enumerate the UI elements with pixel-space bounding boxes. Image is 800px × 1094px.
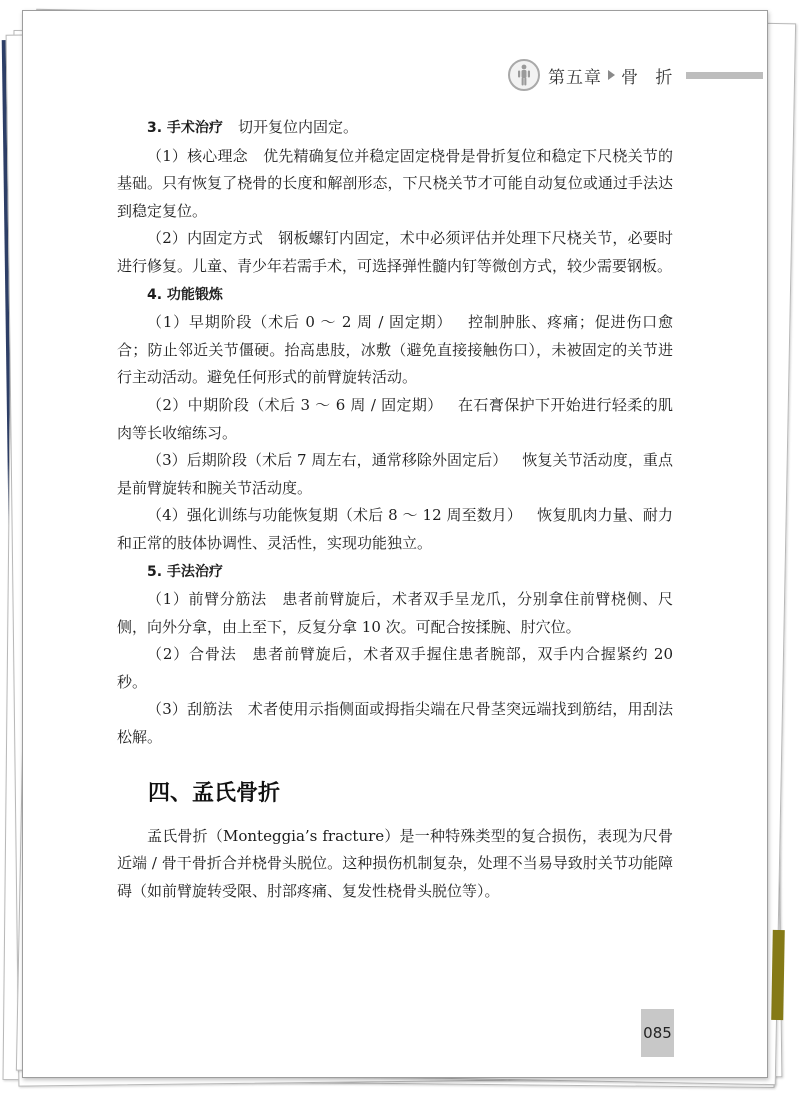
item-label: （1）早期阶段（术后 0 ～ 2 周 / 固定期）	[147, 313, 453, 332]
page-stack-edge	[771, 930, 785, 1020]
item-label: （2）合骨法	[147, 645, 237, 664]
paragraph	[117, 502, 673, 557]
item-label: （4）强化训练与功能恢复期（术后 8 ～ 12 周至数月）	[147, 506, 523, 525]
item-label: （2）内固定方式	[147, 229, 264, 248]
paragraph-text: 恢复肌肉力量、耐力和正常的肢体协调性、灵活性，实现功能独立。	[117, 506, 673, 552]
triangle-right-icon	[608, 70, 615, 80]
item-label: （1）前臂分筋法	[147, 590, 267, 609]
paragraph	[117, 225, 673, 280]
paragraph-text: 钢板螺钉内固定，术中必须评估并处理下尺桡关节，必要时进行修复。儿童、青少年若需手术，可选择弹性髓内钉等微创方式，较少需要钢板。	[117, 229, 673, 275]
chapter-topic: 骨 折	[621, 67, 679, 88]
paragraph	[117, 558, 673, 587]
paragraph: 孟氏骨折（Monteggia’s fracture）是一种特殊类型的复合损伤，表现为尺骨近端 / 骨干骨折合并桡骨头脱位。这种损伤机制复杂，处理不当易导致肘关节功能障碍（如前臂旋转受限、肘部疼痛、复发性桡骨头脱位等）。	[117, 826, 673, 900]
page-body	[117, 114, 673, 905]
paragraph	[117, 309, 673, 392]
paragraph	[117, 586, 673, 641]
paragraph	[117, 114, 673, 143]
paragraph-text: 切开复位内固定。	[237, 118, 358, 136]
human-figure-icon	[508, 59, 540, 91]
paragraph	[117, 143, 673, 226]
paragraph-text: 恢复关节活动度，重点是前臂旋转和腕关节活动度。	[117, 451, 673, 497]
item-label: （2）中期阶段（术后 3 ～ 6 周 / 固定期）	[147, 395, 443, 414]
paragraph-text: 优先精确复位并稳定固定桡骨是骨折复位和稳定下尺桡关节的基础。只有恢复了桡骨的长度和解剖形态，下尺桡关节才可能自动复位或通过手法达到稳定复位。	[117, 146, 673, 220]
subheading: 3. 手术治疗	[147, 120, 223, 136]
page-number: 085	[641, 1009, 674, 1057]
item-label: （1）核心理念	[147, 146, 248, 165]
subheading: 5. 手法治疗	[147, 563, 223, 580]
running-header	[478, 58, 763, 92]
chapter-label: 第五章	[548, 67, 602, 88]
section-title: 四、孟氏骨折	[148, 780, 281, 806]
paragraph-text: 患者前臂旋后，术者双手握住患者腕部，双手内合握紧约 20 秒。	[117, 645, 673, 691]
header-rule	[686, 72, 763, 79]
subheading: 4. 功能锻炼	[147, 286, 223, 303]
paragraph-text: 在石膏保护下开始进行轻柔的肌肉等长收缩练习。	[117, 395, 673, 442]
paragraph-text: 术者使用示指侧面或拇指尖端在尺骨茎突远端找到筋结，用刮法松解。	[117, 700, 673, 747]
paragraph	[117, 696, 673, 751]
paragraph	[117, 281, 673, 310]
paragraph-text: 控制肿胀、疼痛；促进伤口愈合；防止邻近关节僵硬。抬高患肢，冰敷（避免直接接触伤口），未被固定的关节进行主动活动。避免任何形式的前臂旋转活动。	[117, 313, 673, 387]
paragraph	[117, 641, 673, 696]
item-label: （3）刮筋法	[147, 700, 233, 719]
paragraph	[117, 392, 673, 447]
paragraph-text: 患者前臂旋后，术者双手呈龙爪，分别拿住前臂桡侧、尺侧，向外分拿，由上至下，反复分拿 10 次。可配合按揉腕、肘穴位。	[117, 590, 673, 636]
item-label: （3）后期阶段（术后 7 周左右，通常移除外固定后）	[147, 451, 508, 470]
paragraph	[117, 447, 673, 502]
